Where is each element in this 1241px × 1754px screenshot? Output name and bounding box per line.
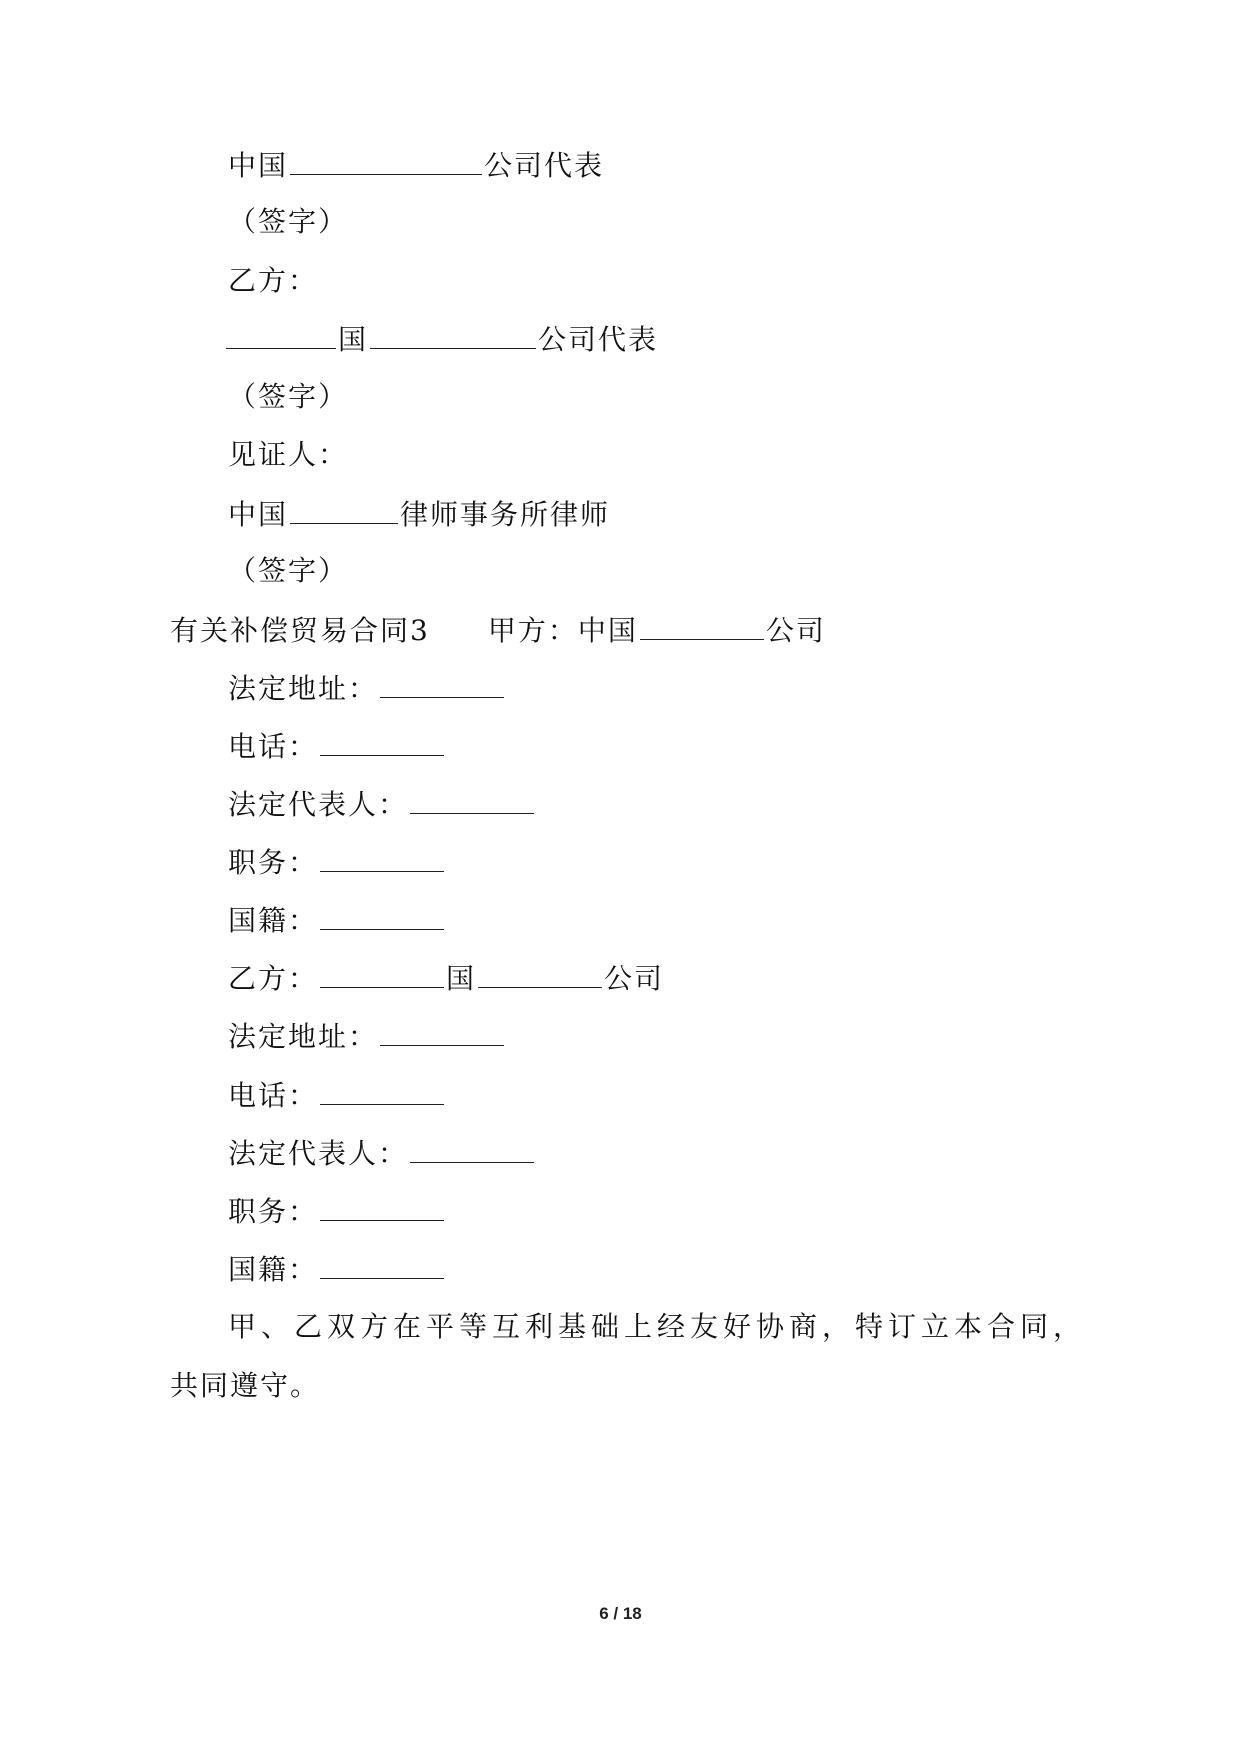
party-b-line: [228, 957, 664, 999]
party-b-prefix: 乙方：: [228, 962, 319, 995]
page-number: 6 / 18: [599, 1604, 642, 1623]
party-b-mid: 国: [446, 962, 477, 995]
party-b-position-blank: [320, 1190, 444, 1221]
party-a-legal-rep-label: 法定代表人：: [228, 788, 409, 821]
party-a-rep-suffix: 公司代表: [484, 149, 605, 182]
party-a-phone-label: 电话：: [228, 730, 319, 763]
party-a-nationality-label: 国籍：: [228, 904, 319, 937]
party-b-address-line: [228, 1015, 506, 1057]
lawyer-line: [228, 493, 610, 535]
party-a-nationality-blank: [320, 899, 444, 930]
party-a-suffix: 公司: [765, 614, 826, 647]
party-a-prefix: 甲方：中国: [487, 614, 638, 647]
party-b-phone-line: [228, 1074, 446, 1116]
party-b-company-blank: [370, 318, 536, 349]
party-b-rep-suffix: 公司代表: [538, 323, 659, 356]
party-b-nationality-label: 国籍：: [228, 1253, 319, 1286]
party-a-phone-blank: [320, 725, 444, 756]
party-a-position-line: [228, 841, 446, 883]
party-b-phone-blank: [320, 1074, 444, 1105]
party-b-legal-rep-line: [228, 1132, 536, 1174]
party-b-country-blank: [226, 318, 336, 349]
body-text-line-2: 共同遵守。: [170, 1369, 321, 1402]
party-b-country-name-blank: [320, 957, 444, 988]
contract3-title: 有关补偿贸易合同3: [170, 614, 430, 647]
party-b-legal-rep-label: 法定代表人：: [228, 1137, 409, 1170]
lawyer-prefix: 中国: [228, 498, 289, 531]
lawyer-suffix: 律师事务所律师: [400, 498, 611, 531]
witness-label: 见证人：: [228, 438, 349, 471]
party-a-representative-line: [228, 144, 604, 186]
party-b-nationality-blank: [320, 1248, 444, 1279]
party-b-company-name-blank: [478, 957, 602, 988]
party-a-address-blank: [380, 667, 504, 698]
party-a-address-line: [228, 667, 506, 709]
party-b-legal-rep-blank: [410, 1132, 534, 1163]
party-a-position-blank: [320, 841, 444, 872]
party-b-representative-line: [224, 318, 658, 360]
party-a-company-blank: [290, 144, 482, 175]
party-a-address-label: 法定地址：: [228, 672, 379, 705]
party-b-phone-label: 电话：: [228, 1079, 319, 1112]
party-b-nationality-line: [228, 1248, 446, 1290]
party-b-position-line: [228, 1190, 446, 1232]
party-a-legal-rep-line: [228, 783, 536, 825]
party-b-suffix: 公司: [604, 962, 665, 995]
party-b-label: 乙方：: [228, 264, 319, 297]
party-a-rep-prefix: 中国: [228, 149, 289, 182]
party-a-name-blank: [640, 609, 764, 640]
law-firm-blank: [290, 493, 398, 524]
party-a-legal-rep-blank: [410, 783, 534, 814]
party-b-country-word: 国: [338, 323, 369, 356]
party-b-address-label: 法定地址：: [228, 1020, 379, 1053]
party-a-phone-line: [228, 725, 446, 767]
signature-note-2: （签字）: [228, 380, 349, 413]
party-b-address-blank: [380, 1015, 504, 1046]
signature-note-1: （签字）: [228, 205, 349, 238]
party-a-nationality-line: [228, 899, 446, 941]
contract3-title-line: [170, 609, 826, 651]
signature-note-3: （签字）: [228, 554, 349, 587]
party-a-position-label: 职务：: [228, 846, 319, 879]
body-text-line-1: 甲、乙双方在平等互利基础上经友好协商，特订立本合同，: [228, 1310, 1087, 1343]
party-b-position-label: 职务：: [228, 1195, 319, 1228]
